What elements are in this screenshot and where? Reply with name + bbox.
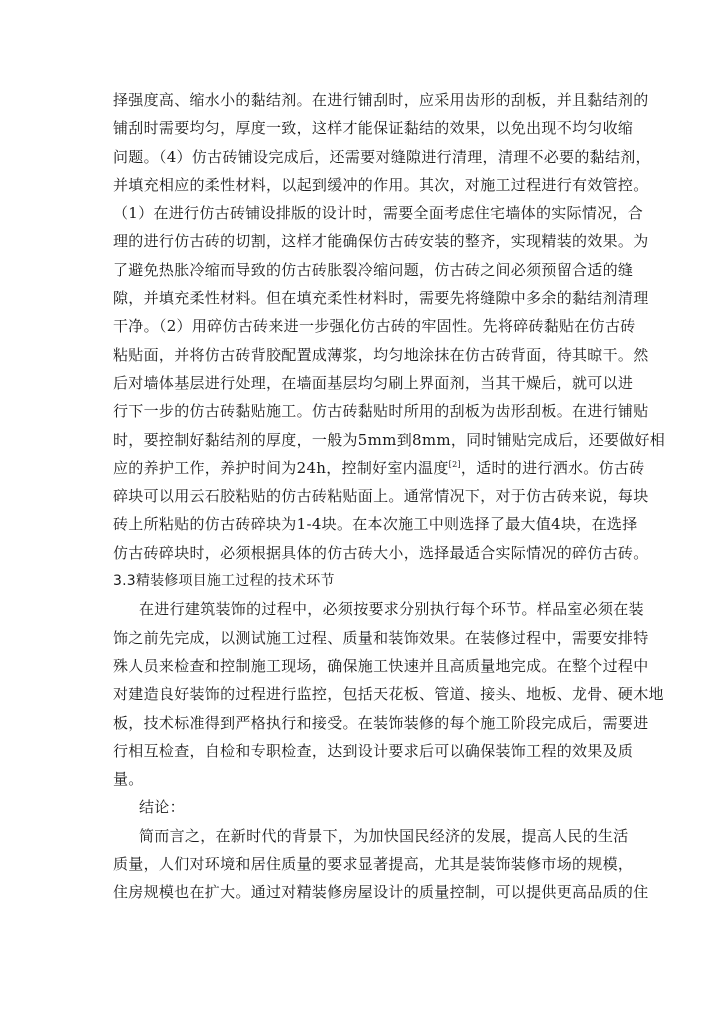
text-line: 隙，并填充柔性材料。但在填充柔性材料时，需要先将缝隙中多余的黏结剂清理 [113, 289, 649, 308]
text-line: 碎块可以用云石胶粘贴的仿古砖粘贴面上。通常情况下，对于仿古砖来说，每块 [113, 487, 649, 506]
text-line: 饰之前先完成，以测试施工过程、质量和装饰效果。在装修过程中，需要安排特 [113, 628, 649, 647]
text-line: 板，技术标准得到严格执行和接受。在装饰装修的每个施工阶段完成后，需要进 [113, 713, 649, 732]
text-line: 行相互检查，自检和专职检查，达到设计要求后可以确保装饰工程的效果及质 [113, 741, 634, 760]
section-heading: 3.3精装修项目施工过程的技术环节 [113, 573, 335, 590]
text-line: 殊人员来检查和控制施工现场，确保施工快速并且高质量地完成。在整个过程中 [113, 656, 649, 675]
text-line: 对建造良好装饰的过程进行监控，包括天花板、管道、接头、地板、龙骨、硬木地 [113, 685, 664, 704]
text-line: 后对墙体基层进行处理，在墙面基层均匀刷上界面剂，当其干燥后，就可以进 [113, 373, 634, 392]
text-line: 行下一步的仿古砖黏贴施工。仿古砖黏贴时所用的刮板为齿形刮板。在进行铺贴 [113, 402, 649, 421]
text-segment: ，适时的进行洒水。仿古砖 [460, 458, 645, 477]
text-line: 时，要控制好黏结剂的厚度，一般为5mm到8mm，同时铺贴完成后，还要做好相 [113, 430, 666, 449]
text-line: 择强度高、缩水小的黏结剂。在进行铺刮时，应采用齿形的刮板，并且黏结剂的 [113, 91, 649, 109]
text-line: 质量，人们对环境和居住质量的要求显著提高，尤其是装饰装修市场的规模， [113, 855, 634, 874]
text-line: 了避免热胀冷缩而导致的仿古砖胀裂冷缩问题，仿古砖之间必须预留合适的缝 [113, 260, 634, 279]
text-line: 住房规模也在扩大。通过对精装修房屋设计的质量控制，可以提供更高品质的住 [113, 883, 649, 902]
text-line: 并填充相应的柔性材料，以起到缓冲的作用。其次，对施工过程进行有效管控。 [113, 175, 649, 194]
text-line: 粘贴面，并将仿古砖背胶配置成薄浆，均匀地涂抹在仿古砖背面，待其晾干。然 [113, 345, 649, 364]
text-line: 干净。（2）用碎仿古砖来进一步强化仿古砖的牢固性。先将碎砖黏贴在仿古砖 [113, 317, 636, 336]
text-line: （1）在进行仿古砖铺设排版的设计时，需要全面考虑住宅墙体的实际情况，合 [113, 204, 644, 223]
text-line: 铺刮时需要均匀，厚度一致，这样才能保证黏结的效果，以免出现不均匀收缩 [113, 119, 634, 138]
text-line: 理的进行仿古砖的切割，这样才能确保仿古砖安装的整齐，实现精装的效果。为 [113, 232, 649, 251]
text-line: 在进行建筑装饰的过程中，必须按要求分别执行每个环节。样品室必须在装 [139, 600, 644, 619]
text-segment: 应的养护工作，养护时间为24h，控制好室内温度 [113, 458, 449, 477]
text-line-with-citation [113, 454, 645, 482]
text-line: 问题。（4）仿古砖铺设完成后，还需要对缝隙进行清理，清理不必要的黏结剂， [113, 147, 651, 166]
text-line: 量。 [113, 770, 144, 789]
text-line: 简而言之，在新时代的背景下，为加快国民经济的发展，提高人民的生活 [139, 826, 629, 845]
citation-marker: [2] [448, 459, 461, 469]
body-text [113, 86, 666, 907]
text-line: 仿古砖碎块时，必须根据具体的仿古砖大小，选择最适合实际情况的碎仿古砖。 [113, 543, 649, 562]
conclusion-heading: 结论： [139, 798, 185, 817]
text-line: 砖上所粘贴的仿古砖碎块为1-4块。在本次施工中则选择了最大值4块，在选择 [113, 515, 638, 534]
